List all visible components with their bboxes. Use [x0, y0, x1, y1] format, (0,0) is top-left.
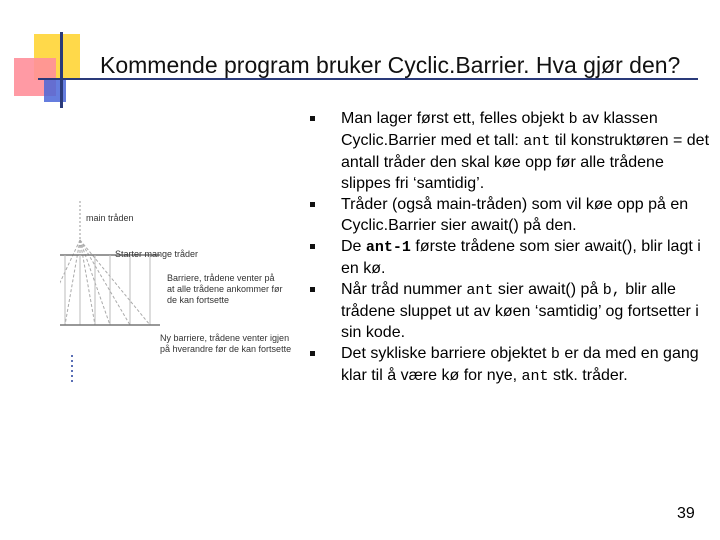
slide-title: Kommende program bruker Cyclic.Barrier. Hva gjør den? [100, 52, 681, 78]
bullet-item: Tråder (også main-tråden) som vil køe opp på en Cyclic.Barrier sier await() på den. [310, 194, 710, 236]
bullet-square-icon [310, 287, 315, 292]
starter-label: Starter mange tråder [115, 249, 199, 259]
page-number: 39 [677, 505, 695, 522]
bullet-list [310, 108, 710, 387]
barrier-label-line2: at alle trådene ankommer før [167, 284, 283, 294]
barrier-label: Barriere, trådene venter på [167, 273, 275, 283]
new-barrier-label: Ny barriere, trådene venter igjen [160, 333, 290, 343]
bullet-square-icon [310, 244, 315, 249]
bullet-item: Når tråd nummer ant sier await() på b, blir alle trådene sluppet ut av køen ‘samtidig’ og fortsetter i sin kode. [310, 279, 710, 343]
bullet-item: Man lager først ett, felles objekt b av klassen Cyclic.Barrier med et tall: ant til konstruktøren = det antall tråder den skal køe opp før alle trådene slippes fri ‘samtidig’. [310, 108, 710, 194]
fan-line [80, 240, 95, 325]
decor-vertical-line [60, 32, 63, 108]
fan-line [60, 240, 80, 325]
bullet-square-icon [310, 116, 315, 121]
bullet-square-icon [310, 202, 315, 207]
main-thread-label: main tråden [86, 213, 134, 223]
bullet-square-icon [310, 351, 315, 356]
new-barrier-label-line2: på hverandre før de kan fortsette [160, 344, 292, 354]
fan-line [65, 240, 80, 325]
barrier-diagram [60, 195, 310, 395]
bullet-item: Det sykliske barriere objektet b er da med en gang klar til å være kø for nye, ant stk. tråder. [310, 343, 710, 387]
bullet-item: De ant-1 første trådene som sier await(), blir lagt i en kø. [310, 236, 710, 279]
barrier-label-line3: de kan fortsette [167, 295, 230, 305]
